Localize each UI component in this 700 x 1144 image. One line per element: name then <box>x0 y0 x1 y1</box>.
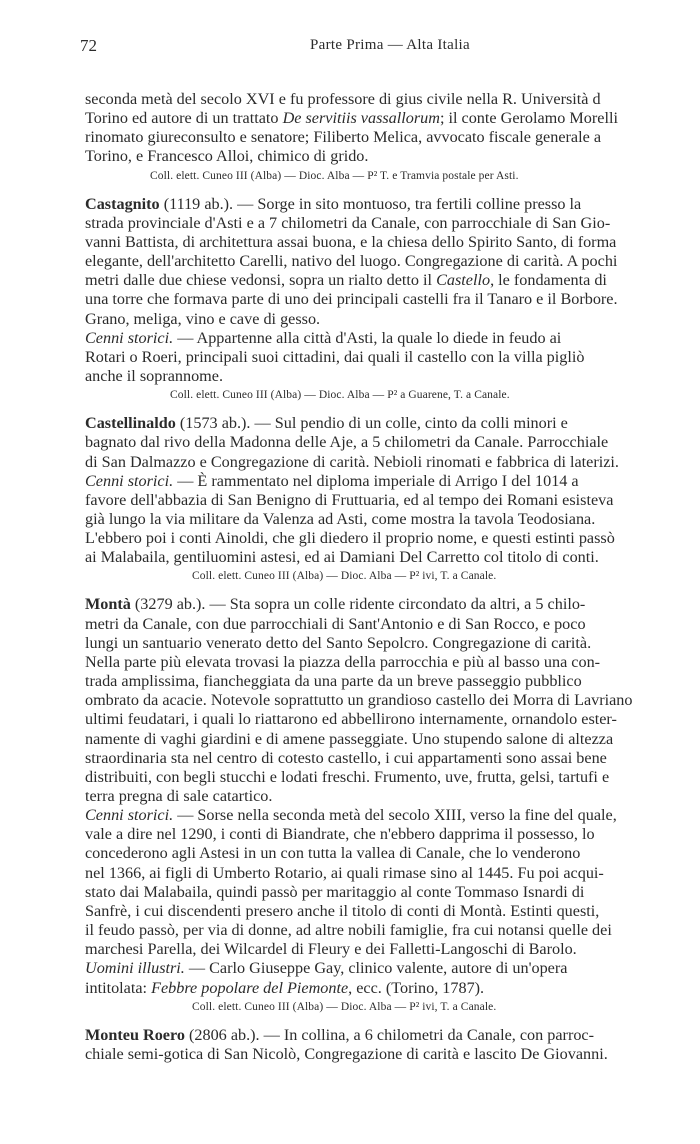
entry-castagnito <box>85 195 700 387</box>
text-line: stato dai Malabaila, quindi passò per maritaggio al conte Tommaso Isnardi di <box>85 882 585 901</box>
cenni-storici-label: Cenni storici. <box>85 328 174 347</box>
text-line: Castagnito (1119 ab.). — Sorge in sito montuoso, tra fertili colline presso la <box>85 194 582 213</box>
text-line: ombrato da acacie. Notevole soprattutto un grandioso castello dei Morra di Lavriano <box>85 691 633 710</box>
text-line: Nella parte più elevata trovasi la piazza della parrocchia e più al basso una con- <box>85 652 601 671</box>
treatise-title: De servitiis vassallorum <box>282 109 440 128</box>
text-line: Castellinaldo (1573 ab.). — Sul pendio di un colle, cinto da colli minori e <box>85 414 568 433</box>
cenni-storici-label: Cenni storici. <box>85 806 174 825</box>
text-line: nel 1366, ai figli di Umberto Rotario, ai quali rimase sino al 1445. Fu poi acqui- <box>85 863 604 882</box>
text-line: namente di vaghi giardini e di amene passeggiate. Uno stupendo salone di altezza <box>85 729 614 748</box>
work-title: Febbre popolare del Piemonte <box>151 978 349 997</box>
text-line: distribuiti, con begli stucchi e lodati freschi. Frumento, uve, frutta, gelsi, tartufi e <box>85 767 610 786</box>
text-line: straordinaria sta nel centro di cotesto castello, i cui appartamenti sono assai bene <box>85 748 607 767</box>
entry-name: Monteu Roero <box>85 1025 185 1044</box>
page-body <box>85 90 700 1064</box>
text-line: terra pregna di sale catartico. <box>85 787 273 805</box>
text-line: anche il soprannome. <box>85 367 223 386</box>
text-line: favore dell'abbazia di San Benigno di Fruttuaria, ed al tempo dei Romani esisteva <box>85 490 614 509</box>
entry-monteu-roero <box>85 1026 700 1064</box>
text-line: chiale semi-gotica di San Nicolò, Congregazione di carità e lascito De Giovanni. <box>85 1044 608 1063</box>
text-line: vanni Battista, di architettura assai buona, e la chiesa dello Spirito Santo, di forma <box>85 232 617 251</box>
entry-monta <box>85 595 700 997</box>
castagnito-coll-line: Coll. elett. Cuneo III (Alba) — Dioc. Alba — P² a Guarene, T. a Canale. <box>170 389 510 402</box>
text-line: vale a dire nel 1290, i conti di Biandrate, che n'ebbero dapprima il possesso, lo <box>85 825 595 844</box>
running-head: Parte Prima — Alta Italia <box>310 37 470 53</box>
text-line: Cenni storici. — Sorse nella seconda metà del secolo XIII, verso la fine del quale, <box>85 806 617 825</box>
text-line: ultimi feudatari, i quali lo riattarono ed abbellirono internamente, ornandolo ester- <box>85 710 617 729</box>
text-line: Torino, e Francesco Alloi, chimico di grido. <box>85 147 369 166</box>
text-line: elegante, dell'architetto Carelli, nativo del luogo. Congregazione di carità. A pochi <box>85 252 618 271</box>
cenni-storici-label: Cenni storici. <box>85 471 174 490</box>
text-line: strada provinciale d'Asti e a 7 chilometri da Canale, con parrocchiale di San Gio- <box>85 213 611 232</box>
text-line: Cenni storici. — È rammentato nel diploma imperiale di Arrigo I del 1014 a <box>85 471 579 490</box>
text-line: bagnato dal rivo della Madonna delle Aje, a 5 chilometri da Canale. Parrocchiale <box>85 433 609 452</box>
entry-name: Montà <box>85 595 131 614</box>
text-line: di San Dalmazzo e Congregazione di carità. Nebioli rinomati e fabbrica di laterizi. <box>85 452 619 471</box>
text-line: già lungo la via militare da Valenza ad Asti, come mostra la tavola Teodosiana. <box>85 509 596 528</box>
text-line: Uomini illustri. — Carlo Giuseppe Gay, clinico valente, autore di un'opera <box>85 959 568 978</box>
page-number: 72 <box>80 36 97 55</box>
intro-coll-line: Coll. elett. Cuneo III (Alba) — Dioc. Alba — P² T. e Tramvia postale per Asti. <box>150 169 519 182</box>
text-line: lungi un santuario venerato detto del Santo Sepolcro. Congregazione di carità. <box>85 633 592 652</box>
text-line: Cenni storici. — Appartenne alla città d'Asti, la quale lo diede in feudo ai <box>85 328 562 347</box>
text-line: Rotari o Roeri, principali suoi cittadini, dai quali il castello con la villa pigliò <box>85 347 585 366</box>
uomini-illustri-label: Uomini illustri. <box>85 959 185 978</box>
text-line: il feudo passò, per via di donne, ad altre nobili famiglie, fra cui notansi quelle dei <box>85 921 612 940</box>
text-line: Sanfrè, i cui discendenti presero anche il titolo di conti di Montà. Estinti questi, <box>85 901 600 920</box>
text-line: ai Malabaila, gentiluomini astesi, ed ai Damiani Del Carretto col titolo di conti. <box>85 548 599 567</box>
text-line: marchesi Parella, dei Wilcardel di Fleury e dei Falletti-Langoschi di Barolo. <box>85 940 577 959</box>
text-line: metri dalle due chiese vedonsi, sopra un rialto detto il Castello, le fondamenta di <box>85 271 607 290</box>
entry-name: Castellinaldo <box>85 414 176 433</box>
castellinaldo-coll-line: Coll. elett. Cuneo III (Alba) — Dioc. Alba — P² ivi, T. a Canale. <box>192 570 497 583</box>
text-line: Monteu Roero (2806 ab.). — In collina, a 6 chilometri da Canale, con parroc- <box>85 1025 595 1044</box>
entry-name: Castagnito <box>85 194 160 213</box>
text-line: concederono agli Astesi in un con tutta la vallea di Canale, che lo venderono <box>85 844 581 863</box>
monta-coll-line: Coll. elett. Cuneo III (Alba) — Dioc. Alba — P² ivi, T. a Canale. <box>192 1000 497 1013</box>
text-line: rinomato giureconsulto e senatore; Filiberto Melica, avvocato fiscale generale a <box>85 128 602 147</box>
text-line: Montà (3279 ab.). — Sta sopra un colle ridente circondato da altri, a 5 chilo- <box>85 595 586 614</box>
text-line: una torre che formava parte di uno dei principali castelli fra il Tanaro e il Borbore. <box>85 290 618 309</box>
text-line: metri da Canale, con due parrocchiali di Sant'Antonio e di San Rocco, e poco <box>85 614 586 633</box>
text-line: L'ebbero poi i conti Ainoldi, che gli diedero il proprio nome, e questi estinti passò <box>85 529 615 548</box>
page-header <box>80 36 700 58</box>
text-line: trada amplissima, fiancheggiata da una parte da un breve passeggio pubblico <box>85 672 582 691</box>
text-line: Torino ed autore di un trattato De servitiis vassallorum; il conte Gerolamo Morelli <box>85 109 618 128</box>
intro-paragraph <box>85 90 700 167</box>
text-line: intitolata: Febbre popolare del Piemonte, ecc. (Torino, 1787). <box>85 978 485 997</box>
text-line: seconda metà del secolo XVI e fu professore di gius civile nella R. Università d <box>85 90 601 108</box>
text-line: Grano, meliga, vino e cave di gesso. <box>85 309 321 328</box>
entry-castellinaldo <box>85 414 700 567</box>
